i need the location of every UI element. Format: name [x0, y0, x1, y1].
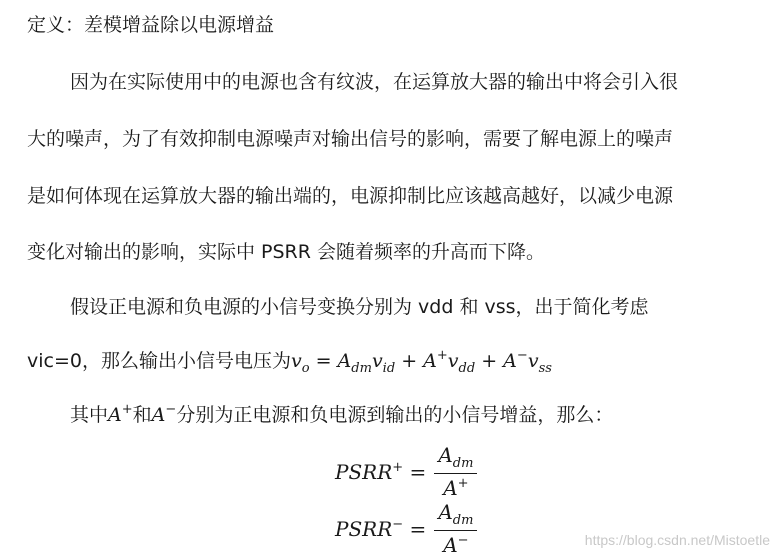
psrr-plus-equation: PSRR+ = $\frac{A_{dm}}{A^+}$: [335, 443, 477, 500]
paragraph-line: 大的噪声，为了有效抑制电源噪声对输出信号的影响，需要了解电源上的噪声: [27, 128, 674, 150]
paragraph-line: 变化对输出的影响，实际中 PSRR 会随着频率的升高而下降。: [27, 241, 546, 263]
output-voltage-prefix: vic=0，那么输出小信号电压为: [27, 350, 291, 372]
definition-line: 定义：差模增益除以电源增益: [27, 14, 275, 36]
gain-definition-line: [70, 400, 613, 427]
output-voltage-formula: $v_o = A_{dm}v_{id} + A^+v_{dd} + A^-v_{ss}$: [290, 348, 552, 376]
paragraph-line: 是如何体现在运算放大器的输出端的，电源抑制比应该越高越好，以减少电源: [27, 185, 674, 207]
gain-prefix: 其中: [70, 404, 109, 426]
psrr-minus-equation: PSRR− = $\frac{A_{dm}}{A^-}$: [335, 500, 477, 557]
watermark: https://blog.csdn.net/Mistoetle: [584, 532, 770, 548]
paragraph-line: 因为在实际使用中的电源也含有纹波，在运算放大器的输出中将会引入很: [70, 71, 679, 93]
paragraph-line: 假设正电源和负电源的小信号变换分别为 vdd 和 vss，出于简化考虑: [70, 296, 649, 318]
output-voltage-line: [27, 346, 552, 376]
a-plus-symbol: A+: [108, 402, 133, 426]
gain-middle: 和: [132, 404, 152, 426]
a-minus-symbol: A−: [151, 402, 177, 426]
gain-suffix: 分别为正电源和负电源到输出的小信号增益，那么：: [176, 404, 614, 426]
